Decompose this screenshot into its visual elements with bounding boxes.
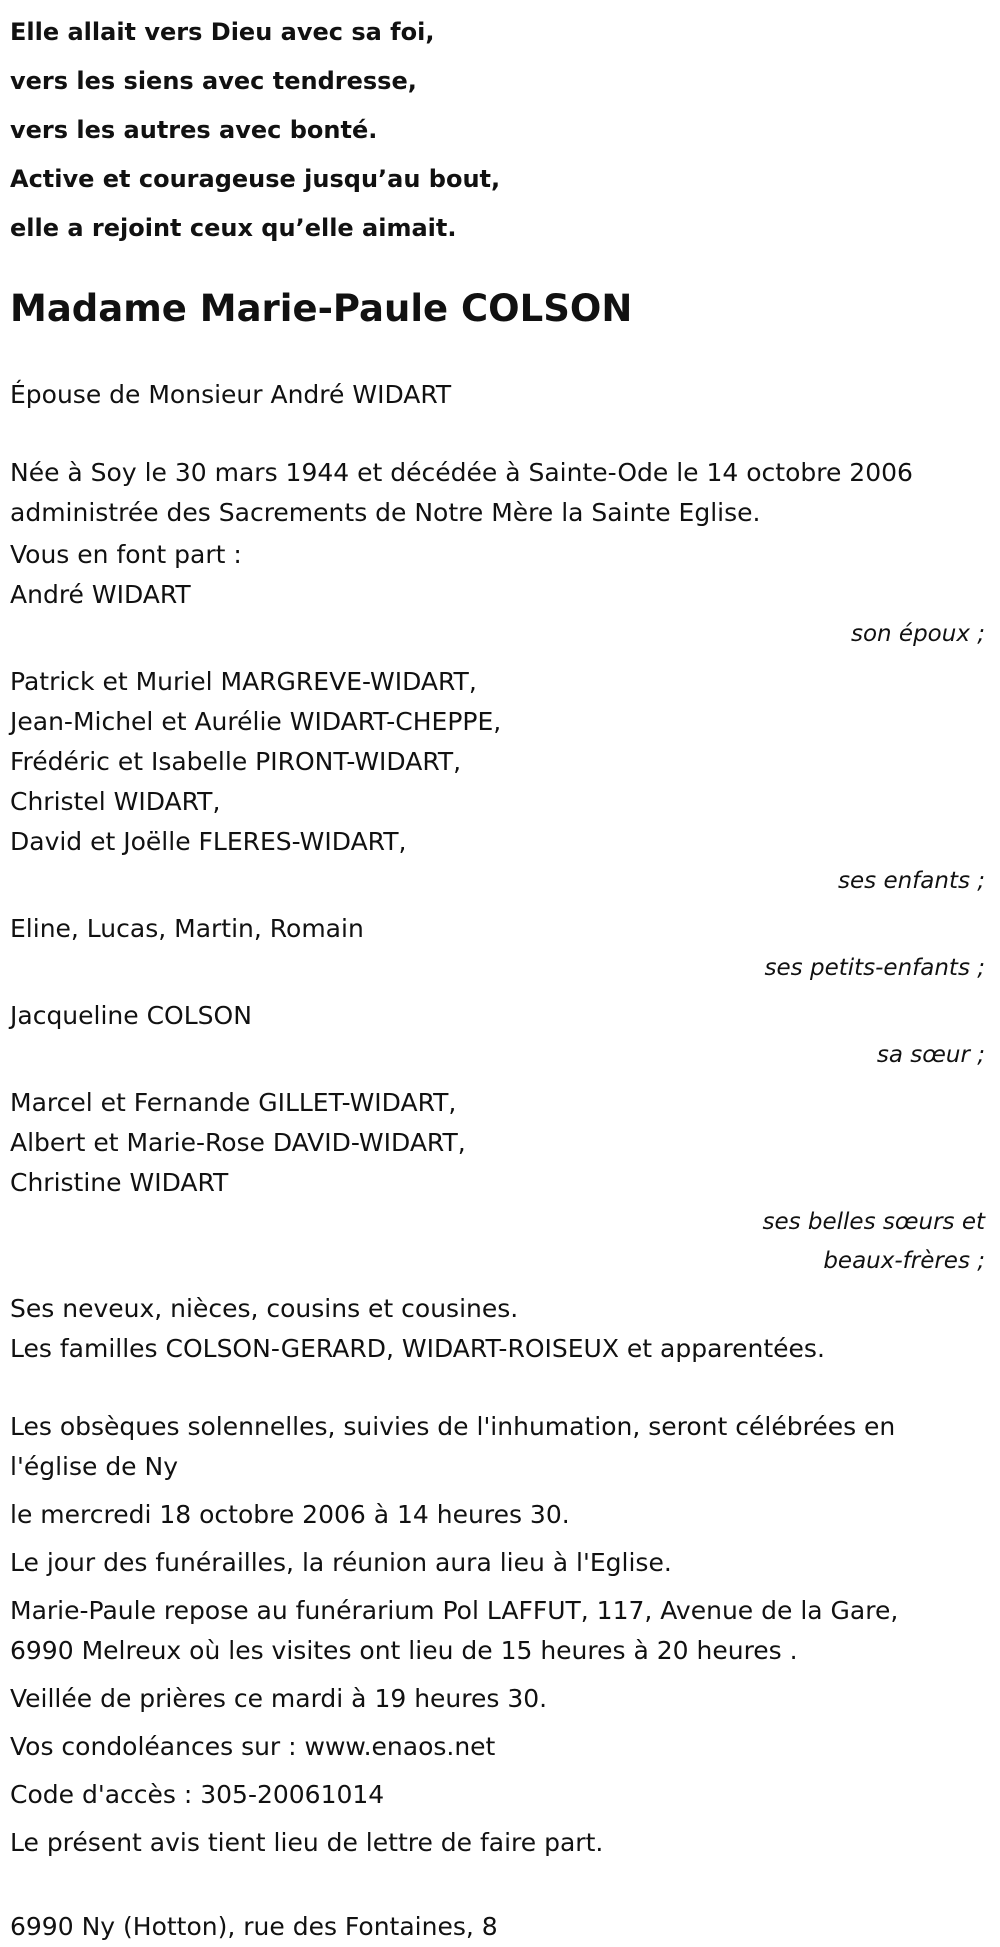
spouse-line: Épouse de Monsieur André WIDART (10, 380, 452, 409)
family-member: André WIDART (10, 580, 191, 609)
birth-death-line: Née à Soy le 30 mars 1944 et décédée à Sainte-Ode le 14 octobre 2006 (10, 458, 913, 487)
relation-label: ses belles sœurs et (762, 1209, 985, 1235)
family-group-in-laws (10, 1083, 985, 1281)
funeral-line: l'église de Ny (10, 1452, 179, 1481)
family-member: Patrick et Muriel MARGREVE-WIDART, (10, 667, 477, 696)
family-member: Marcel et Fernande GILLET-WIDART, (10, 1088, 457, 1117)
extended-family-line: Les familles COLSON-GERARD, WIDART-ROISEUX et apparentées. (10, 1334, 825, 1363)
family-group-children (10, 662, 985, 901)
relation-label: ses enfants ; (838, 868, 985, 894)
relation-label: ses petits-enfants ; (764, 955, 985, 981)
funeral-line: Les obsèques solennelles, suivies de l'inhumation, seront célébrées en (10, 1412, 896, 1441)
extended-family (10, 1289, 985, 1369)
family-group-sister (10, 996, 985, 1075)
deceased-name: Madame Marie-Paule COLSON (10, 287, 633, 330)
extended-family-line: Ses neveux, nièces, cousins et cousines. (10, 1294, 519, 1323)
poem-line: Elle allait vers Dieu avec sa foi, (10, 18, 435, 46)
obituary-notice (10, 0, 985, 1947)
poem (10, 8, 985, 253)
access-code: Code d'accès : 305-20061014 (10, 1780, 385, 1809)
birth-death-info (10, 453, 985, 533)
family-group-spouse (10, 575, 985, 654)
poem-line: vers les autres avec bonté. (10, 116, 378, 144)
vigil-line: Veillée de prières ce mardi à 19 heures 30. (10, 1684, 548, 1713)
family-member: Eline, Lucas, Martin, Romain (10, 914, 364, 943)
family-member: David et Joëlle FLERES-WIDART, (10, 827, 407, 856)
condolences-line: Vos condoléances sur : www.enaos.net (10, 1732, 496, 1761)
family-member: Jean-Michel et Aurélie WIDART-CHEPPE, (10, 707, 502, 736)
relation-label: sa sœur ; (876, 1042, 985, 1068)
family-member: Albert et Marie-Rose DAVID-WIDART, (10, 1128, 466, 1157)
family-member: Christel WIDART, (10, 787, 221, 816)
relation-label: son époux ; (850, 621, 985, 647)
funerarium-line: Marie-Paule repose au funérarium Pol LAFFUT, 117, Avenue de la Gare, (10, 1596, 899, 1625)
family-member: Frédéric et Isabelle PIRONT-WIDART, (10, 747, 462, 776)
family-member: Christine WIDART (10, 1168, 229, 1197)
funeral-info (10, 1407, 985, 1863)
poem-line: vers les siens avec tendresse, (10, 67, 417, 95)
family-member: Jacqueline COLSON (10, 1001, 252, 1030)
poem-line: Active et courageuse jusqu’au bout, (10, 165, 501, 193)
visits-line: 6990 Melreux où les visites ont lieu de 15 heures à 20 heures . (10, 1636, 798, 1665)
relation-label: beaux-frères ; (823, 1248, 985, 1274)
funeral-date: le mercredi 18 octobre 2006 à 14 heures 30. (10, 1500, 570, 1529)
family-group-grandchildren (10, 909, 985, 988)
address: 6990 Ny (Hotton), rue des Fontaines, 8 (10, 1912, 498, 1941)
funeral-gathering: Le jour des funérailles, la réunion aura lieu à l'Eglise. (10, 1548, 672, 1577)
sacraments-line: administrée des Sacrements de Notre Mère la Sainte Eglise. (10, 498, 761, 527)
poem-line: elle a rejoint ceux qu’elle aimait. (10, 214, 457, 242)
announce-intro: Vous en font part : (10, 540, 242, 569)
notice-line: Le présent avis tient lieu de lettre de faire part. (10, 1828, 604, 1857)
